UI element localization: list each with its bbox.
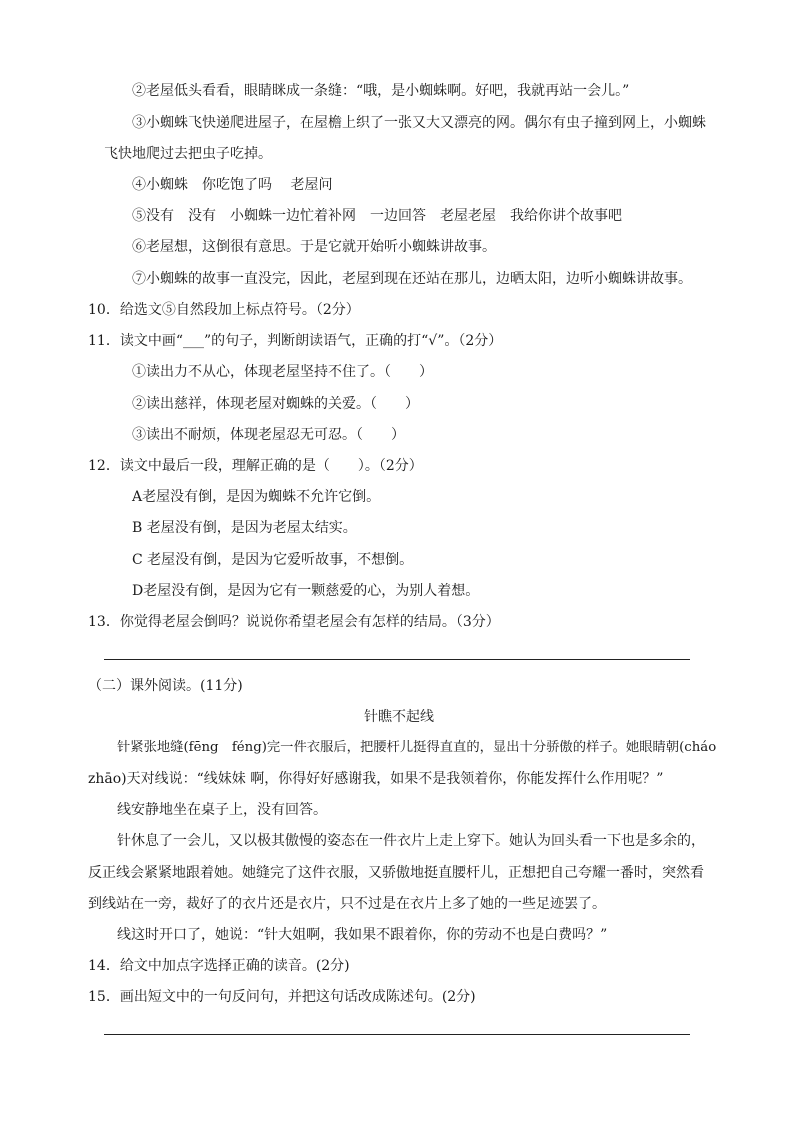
answer-line-15 bbox=[104, 1034, 690, 1035]
paragraph-3-line-2: 飞快地爬过去把虫子吃掉。 bbox=[104, 146, 272, 162]
question-11-option-2: ②读出慈祥，体现老屋对蜘蛛的关爱。（ ） bbox=[132, 396, 419, 412]
question-11-option-1: ①读出力不从心，体现老屋坚持不住了。（ ） bbox=[132, 364, 433, 380]
question-12-option-c: C 老屋没有倒，是因为它爱听故事，不想倒。 bbox=[132, 552, 414, 568]
answer-line-13 bbox=[104, 659, 690, 660]
paragraph-2: ②老屋低头看看，眼睛眯成一条缝：“哦，是小蜘蛛啊。好吧，我就再站一会儿。” bbox=[132, 83, 630, 99]
story-paragraph-3-line-1: 针休息了一会儿，又以极其傲慢的姿态在一件衣片上走上穿下。她认为回头看一下也是多余的， bbox=[117, 833, 705, 849]
story-title: 针瞧不起线 bbox=[364, 709, 434, 725]
section-2-heading: （二）课外阅读。(11分) bbox=[88, 678, 243, 694]
question-12: 12．读文中最后一段，理解正确的是（ ）。（2分） bbox=[88, 458, 423, 474]
story-paragraph-4: 线这时开口了，她说：“针大姐啊，我如果不跟着你，你的劳动不也是白费吗？” bbox=[117, 927, 608, 943]
question-11: 11．读文中画“___”的句子，判断朗读语气，正确的打“√”。（2分） bbox=[88, 333, 503, 349]
question-11-option-3: ③读出不耐烦，体现老屋忍无可忍。（ ） bbox=[132, 427, 405, 443]
question-10: 10．给选文⑤自然段加上标点符号。（2分） bbox=[88, 302, 360, 318]
story-paragraph-3-line-2: 反正线会紧紧地跟着她。她缝完了这件衣服，又骄傲地挺直腰杆儿，正想把自己夸耀一番时，突然看 bbox=[88, 865, 704, 881]
story-paragraph-3-line-3: 到线站在一旁，裁好了的衣片还是衣片，只不过是在衣片上多了她的一些足迹罢了。 bbox=[88, 896, 606, 912]
question-14: 14．给文中加点字选择正确的读音。(2分) bbox=[88, 958, 350, 974]
paragraph-4: ④小蜘蛛 你吃饱了吗 老屋问 bbox=[132, 177, 333, 193]
story-paragraph-1-line-2: zhāo)天对线说：“线妹妹 啊，你得好好感谢我，如果不是我领着你，你能发挥什么作用呢？” bbox=[88, 771, 664, 787]
paragraph-3-line-1: ③小蜘蛛飞快递爬进屋子，在屋檐上织了一张又大又漂亮的网。偶尔有虫子撞到网上，小蜘蛛 bbox=[132, 115, 706, 131]
question-15: 15．画出短文中的一句反问句，并把这句话改成陈述句。(2分) bbox=[88, 989, 476, 1005]
question-12-option-a: A老屋没有倒，是因为蜘蛛不允许它倒。 bbox=[132, 489, 381, 505]
question-12-option-d: D老屋没有倒，是因为它有一颗慈爱的心，为别人着想。 bbox=[132, 583, 480, 599]
paragraph-7: ⑦小蜘蛛的故事一直没完，因此，老屋到现在还站在那儿，边晒太阳，边听小蜘蛛讲故事。 bbox=[132, 271, 692, 287]
paragraph-6: ⑥老屋想，这倒很有意思。于是它就开始听小蜘蛛讲故事。 bbox=[132, 239, 496, 255]
story-paragraph-2: 线安静地坐在桌子上，没有回答。 bbox=[117, 802, 327, 818]
question-13: 13．你觉得老屋会倒吗？说说你希望老屋会有怎样的结局。（3分） bbox=[88, 614, 500, 630]
paragraph-5: ⑤没有 没有 小蜘蛛一边忙着补网 一边回答 老屋老屋 我给你讲个故事吧 bbox=[132, 208, 622, 224]
question-12-option-b: B 老屋没有倒，是因为老屋太结实。 bbox=[132, 520, 357, 536]
story-paragraph-1-line-1: 针紧张地缝(fēng féng)完一件衣服后，把腰杆儿挺得直直的，显出十分骄傲的样子。她眼睛朝(cháo bbox=[117, 740, 717, 755]
